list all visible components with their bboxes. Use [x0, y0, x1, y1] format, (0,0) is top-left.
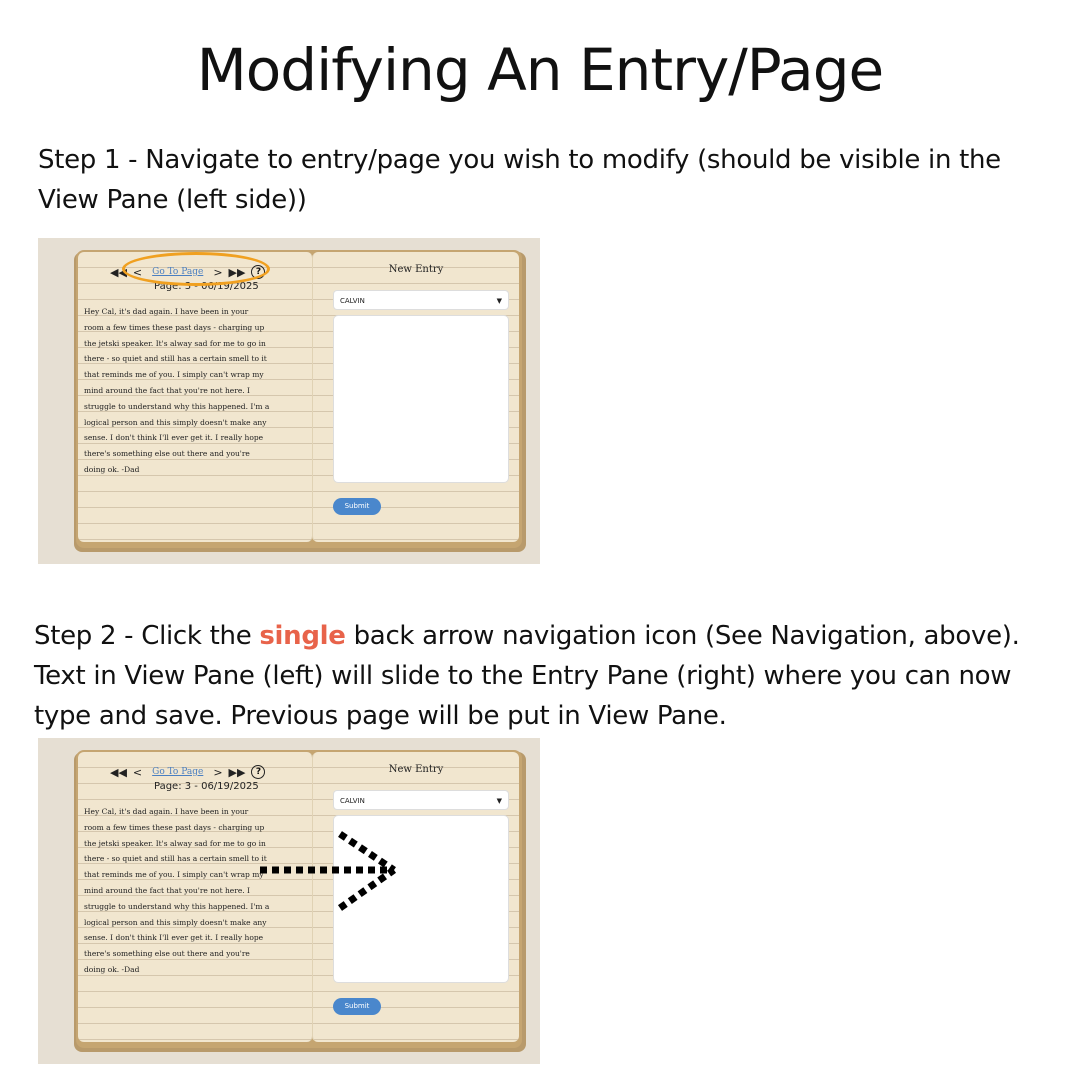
author-select-value: CALVIN [340, 297, 365, 305]
screenshot-step-1 [38, 238, 540, 564]
submit-button[interactable]: Submit [333, 498, 381, 515]
author-select[interactable] [333, 290, 509, 310]
help-icon[interactable]: ? [251, 765, 265, 779]
double-forward-arrow-icon[interactable]: ▶▶ [228, 265, 246, 279]
step-2-text-start: Step 2 - Click the [34, 621, 260, 651]
view-pane [78, 252, 313, 542]
go-to-page-link[interactable]: Go To Page [152, 267, 204, 277]
author-select-value: CALVIN [340, 797, 365, 805]
single-forward-arrow-icon[interactable]: > [213, 765, 223, 779]
page-info: Page: 3 - 06/19/2025 [154, 781, 259, 792]
step-2-emphasis: single [259, 621, 346, 651]
double-back-arrow-icon[interactable]: ◀◀ [110, 265, 127, 279]
page-title: Modifying An Entry/Page [196, 36, 884, 104]
navigation-bar [110, 764, 286, 780]
slide-arrow-icon [260, 828, 400, 918]
entry-textarea[interactable] [333, 315, 509, 483]
submit-button[interactable]: Submit [333, 998, 381, 1015]
entry-pane [312, 252, 519, 542]
double-back-arrow-icon[interactable]: ◀◀ [110, 765, 127, 779]
author-select[interactable] [333, 790, 509, 810]
page-info: Page: 3 - 06/19/2025 [154, 281, 259, 292]
step-2-text-end: back arrow navigation icon (See Navigation, above). Text in View Pane (left) will slide to the Entry Pane (right) where you can now type and save. Previous page will be put in View Pane. [34, 621, 1020, 731]
single-back-arrow-icon[interactable]: < [132, 265, 143, 279]
help-icon[interactable]: ? [251, 265, 265, 279]
entry-text: Hey Cal, it's dad again. I have been in your room a few times these past days - charging up the jetski speaker. It's alway sad for me to go in there - so quiet and still has a certain smell to it that reminds me of you. I simply can't wrap my mind around the fact that you're not here. I struggle to understand why this happened. I'm a logical person and this simply doesn't make any sense. I don't think I'll ever get it. I really hope there's something else out there and you're doing ok. -Dad [84, 807, 270, 974]
chevron-down-icon: ▼ [496, 797, 502, 805]
step-1-text: Step 1 - Navigate to entry/page you wish to modify (should be visible in the View Pane (left side)) [38, 145, 1001, 215]
step-2-text [34, 616, 1054, 736]
journal-book [76, 250, 522, 548]
single-back-arrow-icon[interactable]: < [132, 765, 143, 779]
new-entry-heading: New Entry [388, 264, 444, 275]
navigation-highlight-circle [122, 252, 270, 286]
screenshot-step-2 [38, 738, 540, 1064]
go-to-page-link[interactable]: Go To Page [152, 767, 204, 777]
new-entry-heading: New Entry [388, 764, 444, 775]
journal-book [76, 750, 522, 1048]
double-forward-arrow-icon[interactable]: ▶▶ [228, 765, 246, 779]
single-forward-arrow-icon[interactable]: > [213, 265, 223, 279]
chevron-down-icon: ▼ [496, 297, 502, 305]
entry-text: Hey Cal, it's dad again. I have been in your room a few times these past days - charging up the jetski speaker. It's alway sad for me to go in there - so quiet and still has a certain smell to it that reminds me of you. I simply can't wrap my mind around the fact that you're not here. I struggle to understand why this happened. I'm a logical person and this simply doesn't make any sense. I don't think I'll ever get it. I really hope there's something else out there and you're doing ok. -Dad [84, 307, 270, 474]
